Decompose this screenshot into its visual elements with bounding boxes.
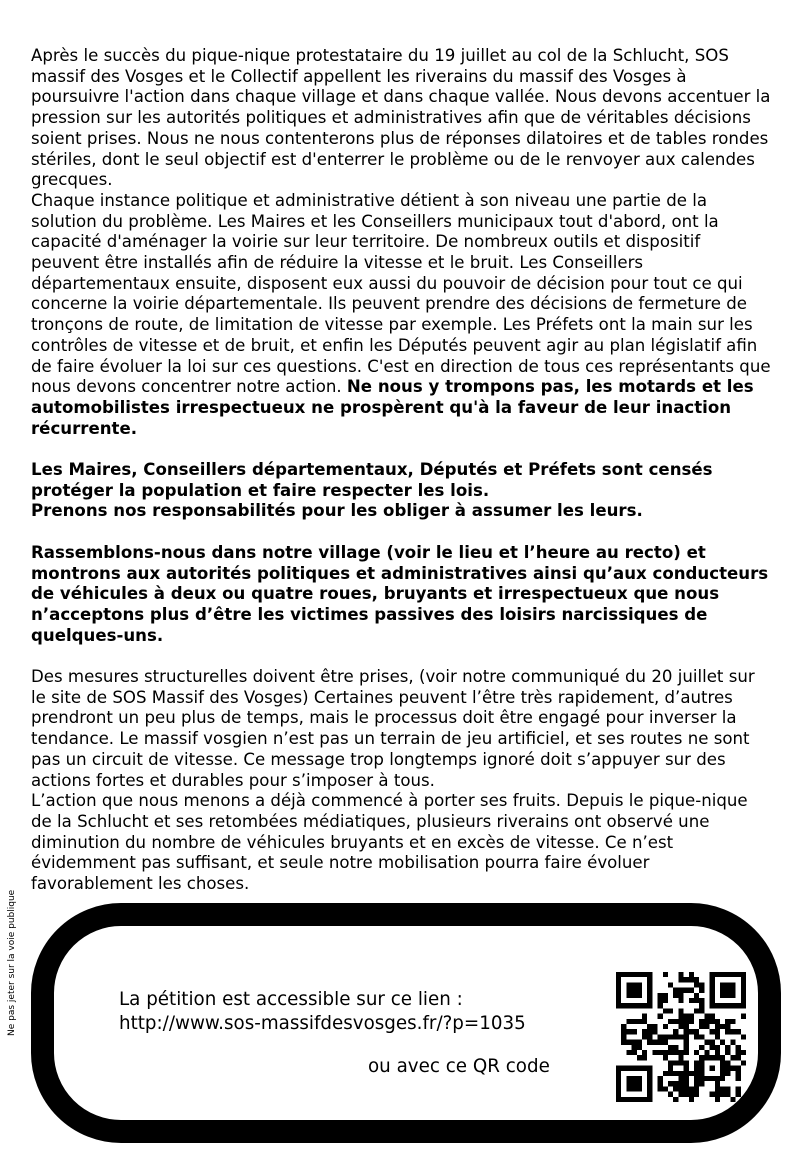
paragraph-2-bold: Ne nous y trompons pas, les motards et les automobilistes irrespectueux ne prospèrent qu'à la faveur de leur inaction récurrente. [31, 377, 754, 438]
petition-intro: La pétition est accessible sur ce lien : [119, 989, 463, 1010]
paragraph-3: Des mesures structurelles doivent être prises, (voir notre communiqué du 20 juillet sur le site de SOS Massif des Vosges) Certaines peuvent l’être très rapidement, d’autres prendront un peu plus de temps, mais le processus doit être engagé pour inverser la tendance. Le massif vosgien n’est pas un terrain de jeu artificiel, et ses routes ne sont pas un circuit de vitesse. Ce message trop longtemps ignoré doit s’appuyer sur des actions fortes et durables pour s’imposer à tous. [31, 667, 755, 790]
paragraph-1: Après le succès du pique-nique protestataire du 19 juillet au col de la Schlucht, SOS massif des Vosges et le Collectif appellent les riverains du massif des Vosges à poursuivre l'action dans chaque village et dans chaque vallée. Nous devons accentuer la pression sur les autorités politiques et administratives afin que de véritables décisions soient prises. Nous ne nous contenterons plus de réponses dilatoires et de tables rondes stériles, dont le seul objectif est d'enterrer le problème ou de le renvoyer aux calendes grecques. [31, 46, 771, 190]
bold-statement-2: Prenons nos responsabilités pour les obliger à assumer les leurs. [31, 501, 643, 521]
bold-statement-1: Les Maires, Conseillers départementaux, Députés et Préfets sont censés protéger la population et faire respecter les lois. [31, 460, 713, 500]
paragraph-2 [31, 191, 771, 439]
rally-call: Rassemblons-nous dans notre village (voir le lieu et l’heure au recto) et montrons aux autorités politiques et administratives ainsi qu’aux conducteurs de véhicules à deux ou quatre roues, bruyants et irrespectueux que nous n’acceptons plus d’être les victimes passives des loisirs narcissiques de quelques-uns. [31, 542, 769, 645]
side-note: Ne pas jeter sur la voie publique [7, 889, 17, 1036]
spacer [31, 439, 771, 460]
spacer [31, 646, 771, 667]
flyer-body [31, 46, 771, 895]
petition-box [31, 903, 781, 1143]
petition-link[interactable]: http://www.sos-massifdesvosges.fr/?p=1035 [119, 1013, 526, 1034]
paragraph-4: L’action que nous menons a déjà commencé à porter ses fruits. Depuis le pique-nique de la Schlucht et ses retombées médiatiques, plusieurs riverains ont observé une diminution du nombre de véhicules bruyants et en excès de vitesse. Ce n’est évidemment pas suffisant, et seule notre mobilisation pourra faire évoluer favorablement les choses. [31, 791, 748, 894]
qr-code-icon[interactable] [616, 972, 746, 1102]
petition-text [119, 988, 526, 1036]
qr-caption: ou avec ce QR code [368, 1056, 550, 1077]
paragraph-2-text: Chaque instance politique et administrative détient à son niveau une partie de la solution du problème. Les Maires et les Conseillers municipaux tout d'abord, ont la capacité d'aménager la voirie sur leur territoire. De nombreux outils et dispositif peuvent être installés afin de réduire la vitesse et le bruit. Les Conseillers départementaux ensuite, disposent eux aussi du pouvoir de décision pour tout ce qui concerne la voirie départementale. Ils peuvent prendre des décisions de fermeture de tronçons de route, de limitation de vitesse par exemple. Les Préfets ont la main sur les contrôles de vitesse et de bruit, et enfin les Députés peuvent agir au plan législatif afin de faire évoluer la loi sur ces questions. C'est en direction de tous ces représentants que nous devons concentrer notre action. [31, 190, 771, 397]
spacer [31, 522, 771, 543]
